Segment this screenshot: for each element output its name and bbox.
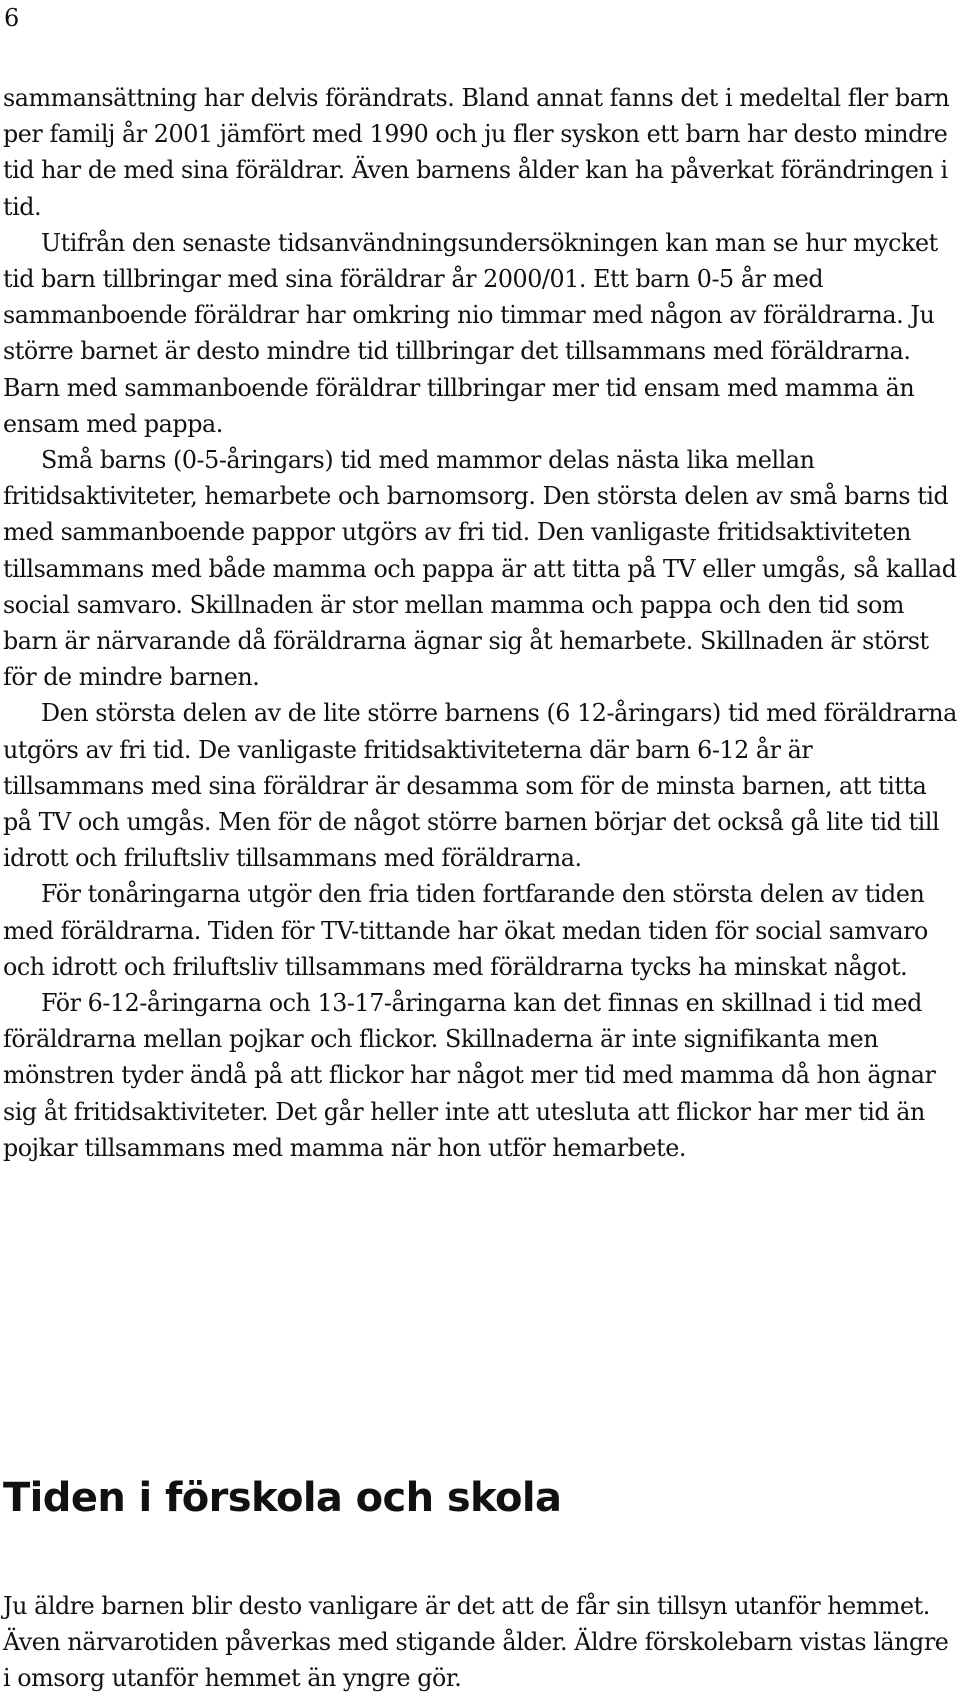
paragraph-boys-girls: För 6-12-åringarna och 13-17-åringarna kan det finnas en skillnad i tid med föräldrarna mellan pojkar och flickor. Skillnaderna är inte signifikanta men mönstren tyder ändå på att flickor har något mer tid med mamma då hon ägnar sig åt fritidsaktiviteter. Det går heller inte att utesluta att flickor har mer tid än pojkar tillsammans med mamma när hon utför hemarbete. [3, 989, 936, 1162]
paragraph-time-with-parents: Utifrån den senaste tidsanvändningsundersökningen kan man se hur mycket tid barn tillbringar med sina föräldrar år 2000/01. Ett barn 0-5 år med sammanboende föräldrar har omkring nio timmar med någon av föräldrarna. Ju större barnet är desto mindre tid tillbringar det tillsammans med föräldrarna. Barn med sammanboende föräldrar tillbringar mer tid ensam med mamma än ensam med pappa. [3, 228, 938, 438]
paragraph-older-children: Den största delen av de lite större barnens (6 12-åringars) tid med föräldrarna utgörs av fri tid. De vanligaste fritidsaktiviteterna där barn 6-12 år är tillsammans med sina föräldrar är desamma som för de minsta barnen, att titta på TV och umgås. Men för de något större barnen börjar det också gå lite tid till idrott och friluftsliv tillsammans med föräldrarna. [3, 699, 957, 873]
paragraph-small-children: Små barns (0-5-åringars) tid med mammor delas nästa lika mellan fritidsaktiviteter, hemarbete och barnomsorg. Den största delen av små barns tid med sammanboende pappor utgörs av fri tid. Den vanligaste fritidsaktiviteten tillsammans med både mamma och pappa är att titta på TV eller umgås, så kallad social samvaro. Skillnaden är stor mellan mamma och pappa och den tid som barn är närvarande då föräldrarna ägnar sig åt hemarbete. Skillnaden är störst för de mindre barnen. [3, 446, 957, 692]
page-number: 6 [4, 4, 20, 32]
section-text [3, 1588, 958, 1697]
paragraph-teenagers: För tonåringarna utgör den fria tiden fortfarande den största delen av tiden med föräldrarna. Tiden för TV-tittande har ökat medan tiden för social samvaro och idrott och friluftsliv tillsammans med föräldrarna tycks ha minskat något. [3, 880, 928, 981]
body-text [3, 80, 958, 1166]
paragraph-continuation: sammansättning har delvis förändrats. Bland annat fanns det i medeltal fler barn per familj år 2001 jämfört med 1990 och ju fler syskon ett barn har desto mindre tid har de med sina föräldrar. Även barnens ålder kan ha påverkat förändringen i tid. [3, 84, 950, 221]
section-paragraph: Ju äldre barnen blir desto vanligare är det att de får sin tillsyn utanför hemmet. Även närvarotiden påverkas med stigande ålder. Äldre förskolebarn vistas längre i omsorg utanför hemmet än yngre gör. [3, 1592, 949, 1693]
section-heading: Tiden i förskola och skola [3, 1475, 562, 1521]
